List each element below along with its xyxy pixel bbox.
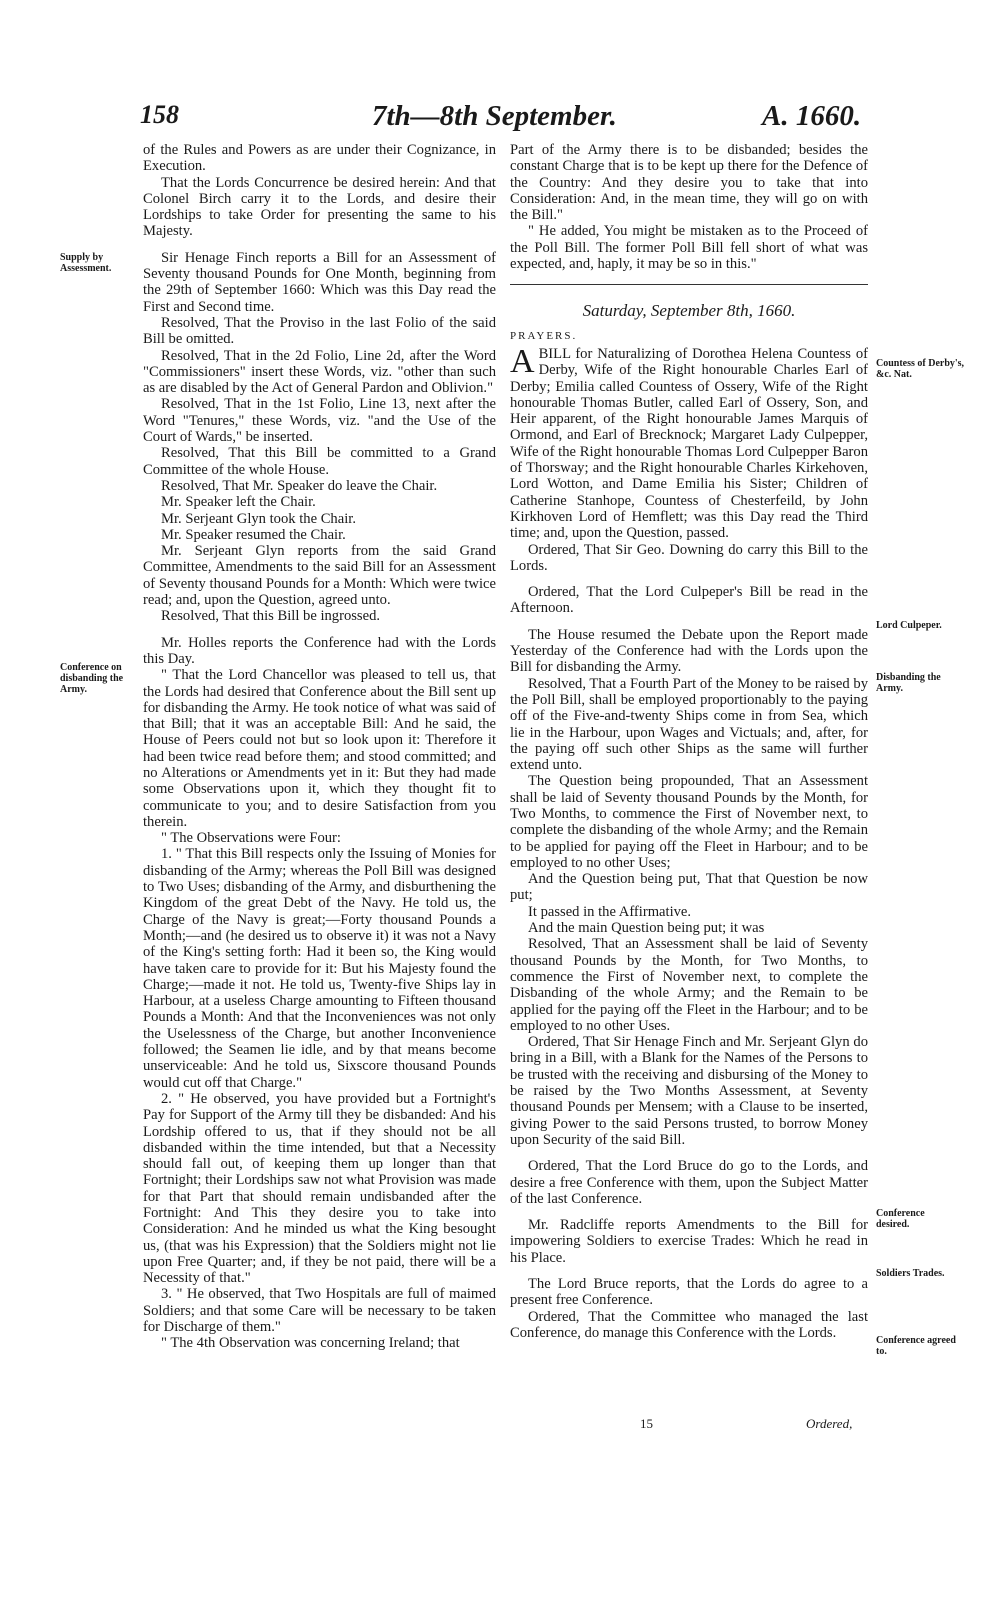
- drop-cap: A: [510, 342, 535, 380]
- paragraph: Mr. Serjeant Glyn reports from the said Grand Committee, Amendments to the said Bill for an Assessment of Seventy thousand Pounds for a Month: Which were twice read; and, upon the Question, agreed unto.: [143, 543, 496, 609]
- paragraph: And the main Question being put; it was: [528, 920, 765, 937]
- paragraph: The Lord Bruce reports, that the Lords do agree to a present free Conference.: [510, 1276, 868, 1309]
- paragraph: Resolved, That Mr. Speaker do leave the Chair.: [161, 477, 438, 494]
- margin-note-conference-agreed: Conference agreed to.: [876, 1335, 956, 1357]
- paragraph: " The 4th Observation was concerning Ireland; that: [161, 1335, 460, 1352]
- paragraph: Mr. Radcliffe reports Amendments to the Bill for impowering Soldiers to exercise Trades: Which he read in his Place.: [510, 1217, 868, 1266]
- prayers-heading: PRAYERS.: [510, 329, 578, 342]
- paragraph-text: BILL for Naturalizing of Dorothea Helena Countess of Derby, Wife of the Right honourable Charles Earl of Derby; Emilia called Countess of Ossery, Wife of the Right honourable Thomas Butler, called Earl of Ossery, Son, and Heir apparent, of the Right honourable James Marquis of Ormond, and Earl of Brecknock; Margaret Lady Culpepper, Wife of the Right honourable Thomas Lord Culpepper Baron of Thorsway; and the Right honourable Charles Kirkehoven, Lord Wotton, and Dame Emilia his Sister; Children of Catherine Stanhope, Countess of Chesterfeild, by John Kirkhoven Lord of Hemflett; was this Day read the Third time; and, upon the Question, passed.: [510, 345, 868, 542]
- section-divider: [510, 284, 868, 285]
- running-head-dates: 7th—8th September.: [372, 100, 617, 132]
- margin-note-conference-desired: Conference desired.: [876, 1208, 925, 1230]
- right-column: [510, 142, 868, 1341]
- paragraph: The House resumed the Debate upon the Report made Yesterday of the Conference had with the Lords upon the Bill for disbanding the Army.: [510, 626, 868, 676]
- paragraph: 2. " He observed, you have provided but a Fortnight's Pay for Support of the Army till they be disbanded: And his Lordship offered to us, that if they should not be all disbanded within the time intended, but that a Necessity should fall out, of keeping them up longer than that Fortnight; their Lordships saw not what Provision was made for that Part that should remain undisbanded after the Fortnight: And This they desire you to take into Consideration: And he minded us what the King besought us, (that was his Expression) that the Soldiers might not lie upon Free Quarter; and, if they be not paid, there will be a Necessity of that.": [143, 1090, 496, 1287]
- paragraph: It passed in the Affirmative.: [528, 903, 692, 920]
- paragraph: of the Rules and Powers as are under their Cognizance, in Execution.: [143, 142, 496, 175]
- paragraph: Resolved, That this Bill be committed to a Grand Committee of the whole House.: [143, 445, 496, 478]
- signature-mark: 15: [640, 1416, 653, 1431]
- page-number: 158: [140, 100, 179, 129]
- paragraph: Mr. Speaker left the Chair.: [161, 494, 316, 511]
- paragraph: " The Observations were Four:: [161, 830, 341, 847]
- paragraph: Ordered, That the Lord Bruce do go to the Lords, and desire a free Conference with them, upon the Subject Matter of the last Conference.: [510, 1158, 868, 1207]
- paragraph: Resolved, That in the 1st Folio, Line 13, next after the Word "Tenures," these Words, viz. "and the Use of the Court of Wards," be inserted.: [143, 396, 496, 446]
- margin-note-soldiers-trades: Soldiers Trades.: [876, 1268, 945, 1279]
- catchword: Ordered,: [806, 1416, 853, 1431]
- paragraph: Resolved, That the Proviso in the last Folio of the said Bill be omitted.: [143, 314, 496, 348]
- paragraph: Resolved, That an Assessment shall be laid of Seventy thousand Pounds by the Month, for Two Months, to commence the First of November next, to complete the Disbanding of the whole Army; and the Remain to be applied for the paying off the Fleet in the Harbour; and to be employed to no other Uses.: [510, 936, 868, 1034]
- margin-note-culpeper: Lord Culpeper.: [876, 620, 942, 631]
- margin-note-disbanding: Disbanding the Army.: [876, 672, 941, 694]
- paragraph: Ordered, That the Committee who managed the last Conference, do manage this Conference with the Lords.: [510, 1308, 868, 1341]
- paragraph: Ordered, That Sir Geo. Downing do carry this Bill to the Lords.: [510, 541, 868, 574]
- paragraph: The Question being propounded, That an Assessment shall be laid of Seventy thousand Pounds by the Month, for Two Months, to commence the First of November next, to complete the disbanding of the whole Army; and the Remain to be applied for paying off the Fleet in Harbour; and to be employed to no other Uses;: [510, 773, 868, 871]
- margin-note-supply: Supply by Assessment.: [60, 252, 112, 274]
- paragraph: Mr. Serjeant Glyn took the Chair.: [161, 510, 356, 527]
- paragraph: Resolved, That this Bill be ingrossed.: [161, 608, 381, 625]
- paragraph: 1. " That this Bill respects only the Issuing of Monies for disbanding of the Army; whereas the Poll Bill was designed to Two Uses; disbanding of the Army, and disburthening the Kingdom of the great Debt of the Navy. He told us, the Charge of the Navy is great;—Forty thousand Pounds a Month;—and (he desired us to observe it) it was not a Navy of the King's setting forth: Had it been so, the King would have taken care to provide for it: But his Majesty found the Charge;—made it not. He told us, Twenty-five Ships lay in Harbour, at a useless Charge amounting to Fifteen thousand Pounds a Month: And that the Inconveniences was not only the Uselessness of the Charge, but another Inconvenience followed; the Seamen lie idle, and by that means become unserviceable: And he told us, Sixscore thousand Pounds would cut off that Charge.": [143, 846, 496, 1091]
- paragraph: " He added, You might be mistaken as to the Proceed of the Poll Bill. The former Poll Bill fell short of what was expected, and, haply, it may be so in this.": [510, 223, 868, 273]
- paragraph: Resolved, That a Fourth Part of the Money to be raised by the Poll Bill, shall be employed proportionably to the paying off of the Five-and-twenty Ships come in from Sea, which lie in the Harbour, upon Wages and Victuals; and, after, for the paying off such other Ships as the same will further extend unto.: [510, 675, 868, 774]
- margin-note-countess: Countess of Derby's, &c. Nat.: [876, 358, 965, 380]
- paragraph: Part of the Army there is to be disbanded; besides the constant Charge that is to be kept up there for the Defence of the Country: And they desire you to take that into Consideration: And, in the mean time, they will go on with the Bill.": [510, 142, 868, 224]
- paragraph: Ordered, That Sir Henage Finch and Mr. Serjeant Glyn do bring in a Bill, with a Blank for the Names of the Persons to be trusted with the receiving and disbursing of the Money to be raised by the Two Months Assessment, at Seventy thousand Pounds per Mensem; with a Clause to be inserted, giving Power to the said Persons trusted, to borrow Money upon Security of the said Bill.: [510, 1034, 868, 1148]
- margin-note-conference: Conference on disbanding the Army.: [60, 662, 124, 695]
- paragraph: 3. " He observed, that Two Hospitals are full of maimed Soldiers; and that some Care will be necessary to be taken for Discharge of them.": [143, 1286, 496, 1336]
- paragraph: And the Question being put, That that Question be now put;: [510, 871, 868, 904]
- left-column: [143, 142, 496, 1352]
- paragraph: " That the Lord Chancellor was pleased to tell us, that the Lords had desired that Conference about the Bill sent up for disbanding the Army. He took notice of what was said of that Bill; that it was an acceptable Bill: And he said, the House of Peers could not but so look upon it: Therefore it had been twice read before them; and stood committed; and no Alterations or Amendments yet in it: But they had made some Observations upon it, which they thought fit to communicate to you; and to desire Satisfaction from you therein.: [143, 667, 496, 830]
- paragraph: Ordered, That the Lord Culpeper's Bill be read in the Afternoon.: [510, 584, 868, 617]
- paragraph: Sir Henage Finch reports a Bill for an Assessment of Seventy thousand Pounds for One Month, beginning from the 29th of September 1660: Which was this Day read the First and Second time.: [143, 249, 496, 315]
- paragraph: That the Lords Concurrence be desired herein: And that Colonel Birch carry it to the Lords, and desire their Lordships to take Order for presenting the same to his Majesty.: [143, 174, 496, 240]
- paragraph: Mr. Speaker resumed the Chair.: [161, 526, 346, 543]
- section-date: Saturday, September 8th, 1660.: [582, 301, 796, 321]
- paragraph: Resolved, That in the 2d Folio, Line 2d, after the Word "Commissioners" insert these Words, viz. "other than such as are disabled by the Act of General Pardon and Oblivion.": [143, 347, 496, 397]
- paragraph: [510, 342, 868, 542]
- paragraph: Mr. Holles reports the Conference had with the Lords this Day.: [143, 634, 496, 667]
- running-head-year: A. 1660.: [762, 100, 862, 132]
